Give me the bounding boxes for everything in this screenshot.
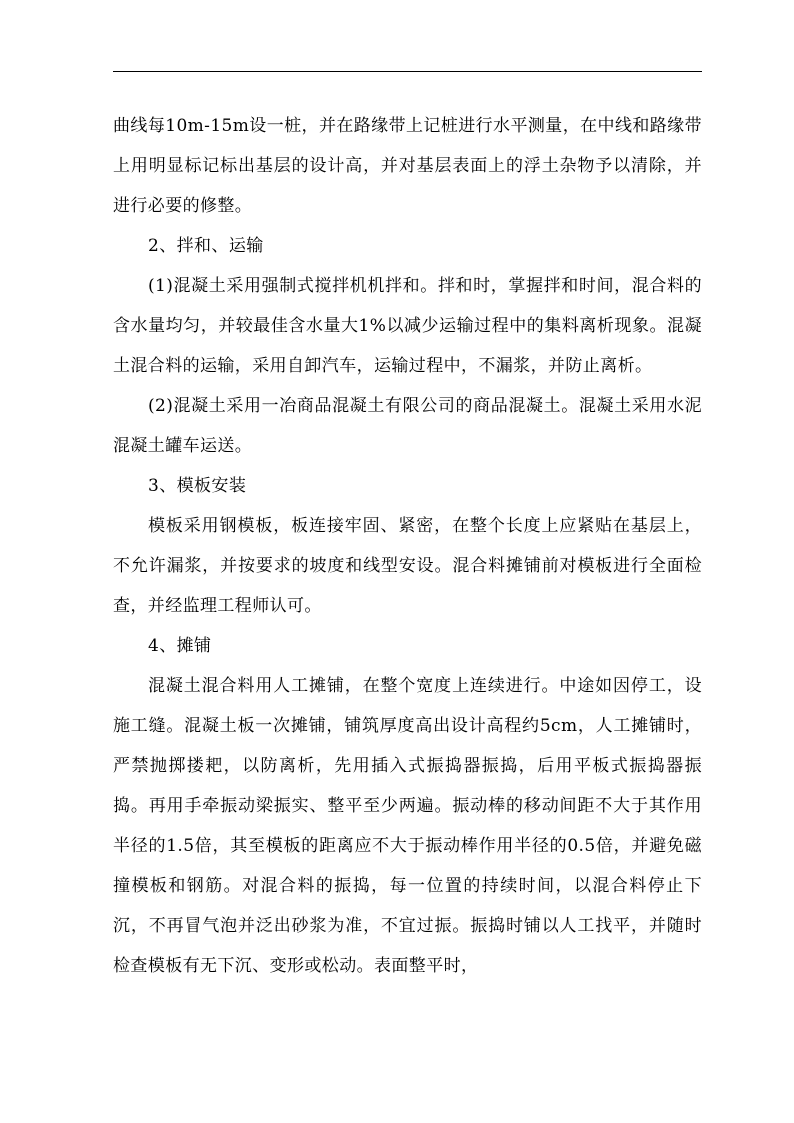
header-rule	[113, 71, 702, 72]
paragraph-survey-continued: 曲线每10m-15m设一桩，并在路缘带上记桩进行水平测量，在中线和路缘带上用明显标记标出基层的设计高，并对基层表面上的浮土杂物予以清除，并进行必要的修整。	[113, 116, 702, 216]
paragraph-mixing-2: (2)混凝土采用一冶商品混凝土有限公司的商品混凝土。混凝土采用水泥混凝土罐车运送。	[113, 396, 702, 456]
document-body	[113, 106, 702, 986]
section-heading-mixing-transport: 2、拌和、运输	[148, 236, 264, 256]
section-heading-formwork: 3、模板安装	[148, 476, 247, 496]
section-heading-paving: 4、摊铺	[148, 636, 212, 656]
paragraph-mixing-1: (1)混凝土采用强制式搅拌机机拌和。拌和时，掌握拌和时间，混合料的含水量均匀，并较最佳含水量大1%以减少运输过程中的集料离析现象。混凝土混合料的运输，采用自卸汽车，运输过程中，不漏浆，并防止离析。	[113, 276, 702, 376]
paragraph-paving: 混凝土混合料用人工摊铺，在整个宽度上连续进行。中途如因停工，设施工缝。混凝土板一次摊铺，铺筑厚度高出设计高程约5cm，人工摊铺时，严禁抛掷搂耙，以防离析，先用插入式振捣器振捣，后用平板式振捣器振捣。再用手牵振动梁振实、整平至少两遍。振动棒的移动间距不大于其作用半径的1.5倍，其至模板的距离应不大于振动棒作用半径的0.5倍，并避免磁撞模板和钢筋。对混合料的振捣，每一位置的持续时间，以混合料停止下沉，不再冒气泡并泛出砂浆为准，不宜过振。振捣时铺以人工找平，并随时检查模板有无下沉、变形或松动。表面整平时，	[113, 676, 702, 976]
paragraph-formwork: 模板采用钢模板，板连接牢固、紧密，在整个长度上应紧贴在基层上，不允许漏浆，并按要求的坡度和线型安设。混合料摊铺前对模板进行全面检查，并经监理工程师认可。	[113, 516, 702, 616]
